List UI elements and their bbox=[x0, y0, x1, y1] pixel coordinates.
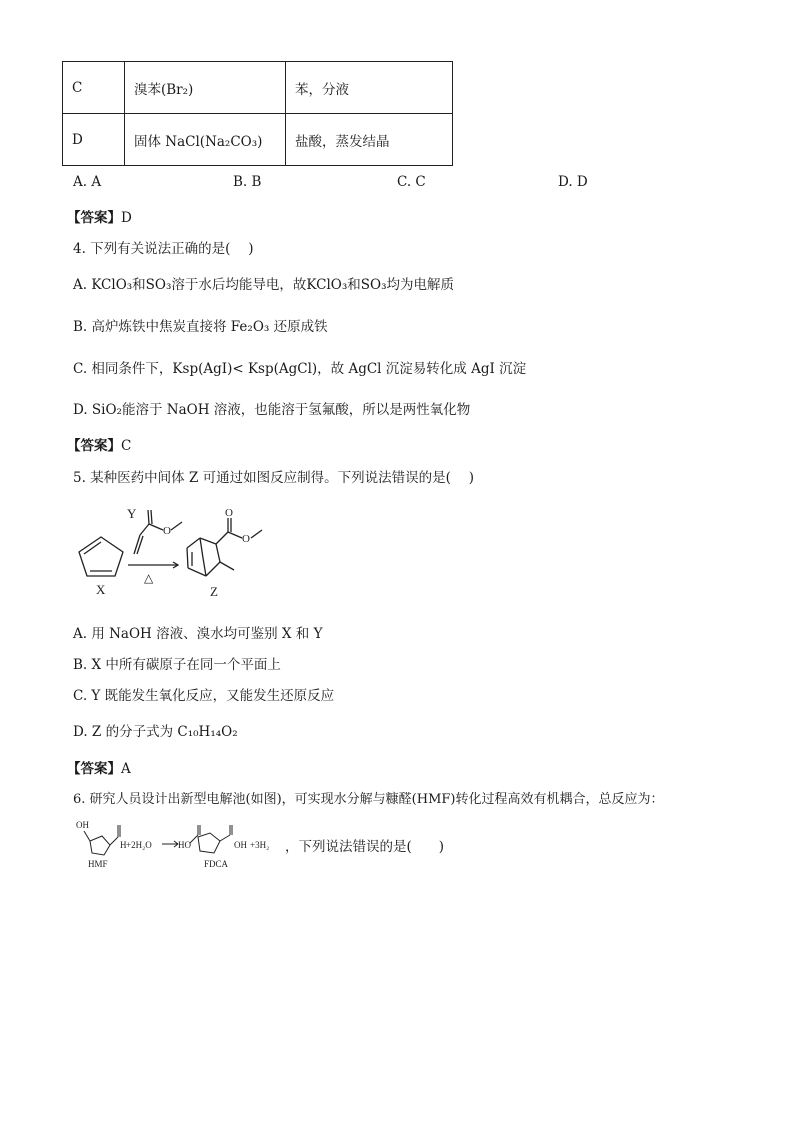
option-a: A. KClO₃和SO₃溶于水后均能导电，故KClO₃和SO₃均为电解质 bbox=[73, 277, 454, 293]
question-stem: 5. 某种医药中间体 Z 可通过如图反应制得。下列说法错误的是( ) bbox=[73, 470, 474, 486]
choice-c: C. C bbox=[397, 174, 426, 190]
oxygen-z2: O bbox=[242, 533, 250, 545]
hmf-label: HMF bbox=[88, 859, 108, 869]
plus-hydrogen: +3H₂ bbox=[250, 840, 270, 850]
answer-value: D bbox=[121, 210, 132, 226]
option-d: D. SiO₂能溶于 NaOH 溶液，也能溶于氢氟酸，所以是两性氧化物 bbox=[73, 402, 471, 418]
label-x: X bbox=[96, 582, 106, 597]
hmf-h: H bbox=[120, 840, 127, 850]
answer-label: 【答案】 bbox=[67, 438, 121, 454]
table-row bbox=[63, 62, 453, 114]
option-b: B. X 中所有碳原子在同一个平面上 bbox=[73, 657, 281, 673]
option-c: C. Y 既能发生氧化反应，又能发生还原反应 bbox=[73, 688, 335, 704]
choice-d: D. D bbox=[558, 174, 588, 190]
option-d: D. Z 的分子式为 C₁₀H₁₄O₂ bbox=[73, 724, 238, 740]
oxygen-y: O bbox=[163, 525, 171, 537]
oxygen-z1: O bbox=[225, 507, 233, 519]
fdca-ho: HO bbox=[178, 840, 191, 850]
answer-value: A bbox=[121, 761, 131, 777]
question-stem: 6. 研究人员设计出新型电解池(如图)，可实现水分解与糠醛(HMF)转化过程高效有机耦合，总反应为： bbox=[73, 792, 664, 807]
reaction-diagram bbox=[70, 500, 280, 602]
label-y: Y bbox=[127, 506, 137, 521]
choice-b: B. B bbox=[233, 174, 262, 190]
row-method: 盐酸，蒸发结晶 bbox=[286, 114, 453, 166]
option-a: A. 用 NaOH 溶液、溴水均可鉴别 X 和 Y bbox=[73, 626, 323, 642]
answer-label: 【答案】 bbox=[67, 210, 121, 226]
row-substance: 溴苯(Br₂) bbox=[125, 62, 286, 114]
molecule-z bbox=[187, 518, 262, 576]
options-table bbox=[62, 61, 453, 166]
reaction-equation bbox=[70, 815, 285, 871]
molecule-hmf bbox=[84, 825, 120, 855]
question-tail: ，下列说法错误的是( ) bbox=[285, 839, 445, 855]
molecule-fdca bbox=[190, 825, 232, 853]
answer-value: C bbox=[121, 438, 132, 454]
answer-line bbox=[67, 206, 132, 226]
molecule-x bbox=[79, 537, 123, 576]
molecule-y bbox=[134, 510, 182, 554]
answer-line bbox=[67, 434, 131, 454]
equation-arrow bbox=[162, 841, 178, 847]
choice-a: A. A bbox=[73, 174, 102, 190]
option-b: B. 高炉炼铁中焦炭直接将 Fe₂O₃ 还原成铁 bbox=[73, 319, 328, 335]
reaction-arrow bbox=[128, 562, 178, 568]
answer-line bbox=[67, 757, 131, 777]
fdca-label: FDCA bbox=[204, 859, 229, 869]
condition-heat: △ bbox=[144, 571, 154, 585]
row-label: C bbox=[63, 62, 125, 114]
label-z: Z bbox=[210, 584, 218, 599]
row-substance: 固体 NaCl(Na₂CO₃) bbox=[125, 114, 286, 166]
plus-water: +2H₂O bbox=[126, 840, 152, 850]
hmf-oh: OH bbox=[76, 820, 89, 830]
row-method: 苯，分液 bbox=[286, 62, 453, 114]
answer-label: 【答案】 bbox=[67, 761, 121, 777]
option-c: C. 相同条件下，Ksp(AgI)< Ksp(AgCl)，故 AgCl 沉淀易转化成 AgI 沉淀 bbox=[73, 361, 527, 377]
fdca-oh: OH bbox=[234, 840, 247, 850]
question-stem: 4. 下列有关说法正确的是( ) bbox=[73, 241, 254, 257]
row-label: D bbox=[63, 114, 125, 166]
table-row bbox=[63, 114, 453, 166]
